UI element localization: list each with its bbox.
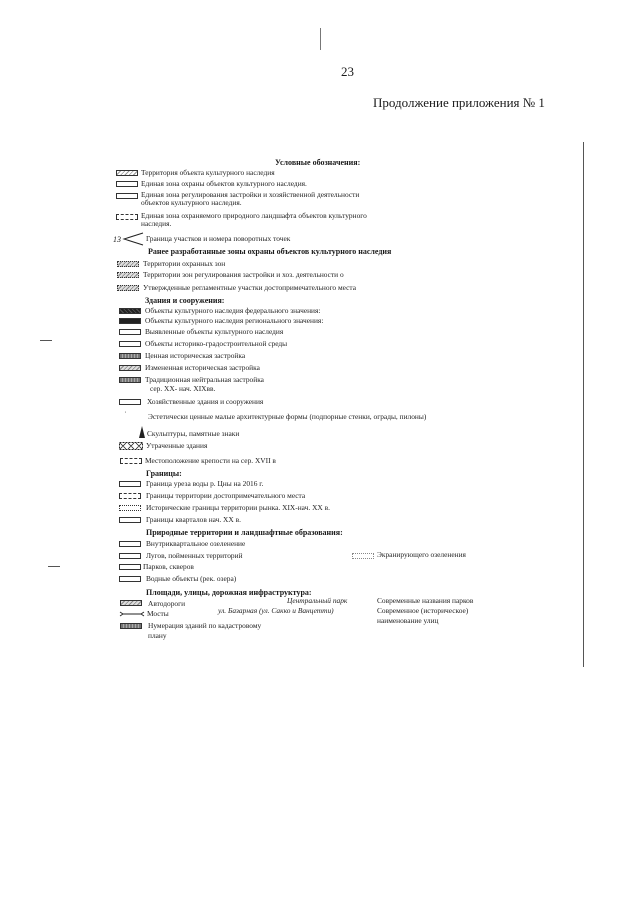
- legend-title: Условные обозначения:: [275, 158, 361, 167]
- section-earlier-zones: Ранее разработанные зоны охраны объектов культурного наследия: [148, 247, 392, 256]
- legend-label: Единая зона регулирования застройки и хозяйственной деятельности объектов культурного наследия.: [141, 190, 360, 207]
- legend-label: Исторические границы территории рынка. XIX-нач. XX в.: [146, 503, 330, 512]
- legend-label: сер. XX- нач. XIXвв.: [150, 384, 216, 393]
- legend-label: Границы кварталов нач. XX в.: [146, 515, 241, 524]
- legend-label: Ценная историческая застройка: [145, 351, 246, 360]
- legend-label: Утвержденные регламентные участки достопримечательного места: [143, 283, 356, 292]
- small-forms-icon: ˙: [124, 410, 127, 419]
- legend-label: Традиционная нейтральная застройка: [145, 375, 264, 384]
- page-number: 23: [341, 64, 354, 79]
- bridge-icon: [119, 610, 145, 618]
- boundary-arrow-icon: [122, 232, 144, 246]
- swatch-parks: [119, 564, 141, 570]
- swatch-market-boundary: [119, 505, 141, 511]
- legend-label: Водные объекты (рек. озера): [146, 574, 237, 583]
- swatch-roads: [120, 600, 142, 606]
- swatch-federal-heritage: [119, 308, 141, 314]
- legend-label: Границы территории достопримечательного места: [146, 491, 306, 500]
- legend-label: Граница уреза воды р. Цны на 2016 г.: [146, 479, 264, 488]
- swatch-meadows: [119, 553, 141, 559]
- legend-label: Территории зон регулирования застройки и хоз. деятельности о: [143, 270, 344, 279]
- note-street-names-cont: наименование улиц: [377, 616, 439, 625]
- swatch-landscape-zone: [116, 214, 138, 220]
- legend-label: Автодороги: [148, 599, 186, 608]
- note-park-names: Современные названия парков: [377, 596, 474, 605]
- swatch-water-bodies: [119, 576, 141, 582]
- section-nature: Природные территории и ландшафтные образования:: [146, 528, 343, 537]
- margin-mark: [48, 566, 60, 567]
- legend-label: Измененная историческая застройка: [145, 363, 260, 372]
- legend-label: плану: [148, 631, 167, 640]
- street-name-example: ул. Базарная (ул. Сакко и Ванцетти): [218, 606, 334, 615]
- swatch-fortress-location: [120, 458, 142, 464]
- swatch-neutral-buildings: [119, 377, 141, 383]
- swatch-altered-buildings: [119, 365, 141, 371]
- section-borders: Границы:: [146, 469, 182, 478]
- legend-label: Парков, скверов: [143, 562, 194, 571]
- swatch-regulation-zones: [117, 272, 139, 278]
- section-streets: Площади, улицы, дорожная инфраструктура:: [146, 588, 312, 597]
- legend-label: Утраченные здания: [146, 441, 208, 450]
- legend-label: Хозяйственные здания и сооружения: [147, 397, 264, 406]
- lost-building-icon: [119, 442, 143, 450]
- legend-label: Территория объекта культурного наследия: [141, 168, 275, 177]
- legend-label: Местоположение крепости на сер. XVII в: [145, 456, 276, 465]
- legend-label: Граница участков и номера поворотных точек: [146, 234, 291, 243]
- section-buildings: Здания и сооружения:: [145, 296, 225, 305]
- point-number: 13: [113, 235, 121, 244]
- sculpture-icon: [139, 426, 145, 438]
- legend-label: Нумерация зданий по кадастровому: [148, 621, 262, 630]
- swatch-regulation-zone: [116, 193, 138, 199]
- swatch-heritage-territory: [116, 170, 138, 176]
- swatch-landmark-boundary: [119, 493, 141, 499]
- legend-label: Объекты историко-градостроительной среды: [145, 339, 288, 348]
- swatch-protection-zone: [116, 181, 138, 187]
- legend-label: Скульптуры, памятные знаки: [147, 429, 240, 438]
- legend-label: Экранирующего озеленения: [377, 550, 466, 559]
- swatch-regional-heritage: [119, 318, 141, 324]
- swatch-historic-environment: [119, 341, 141, 347]
- swatch-block-boundary: [119, 517, 141, 523]
- swatch-screening-greenery: [352, 553, 374, 559]
- swatch-protection-zones: [117, 261, 139, 267]
- swatch-inner-greenery: [119, 541, 141, 547]
- legend-label: Единая зона охраны объектов культурного наследия.: [141, 179, 307, 188]
- frame-line-right: [583, 142, 584, 667]
- legend-label: Выявленные объекты культурного наследия: [145, 327, 284, 336]
- note-street-names: Современное (историческое): [377, 606, 469, 615]
- swatch-valuable-buildings: [119, 353, 141, 359]
- legend-label: Мосты: [147, 609, 169, 618]
- legend-label: Объекты культурного наследия регионального значения:: [145, 316, 324, 325]
- park-name-example: Центральный парк: [287, 596, 348, 605]
- swatch-utility-buildings: [119, 399, 141, 405]
- legend-label: Объекты культурного наследия федерального значения:: [145, 306, 321, 315]
- legend-label: Территории охранных зон: [143, 259, 226, 268]
- appendix-heading: Продолжение приложения № 1: [373, 95, 545, 110]
- legend-label: Лугов, пойменных территорий: [146, 551, 243, 560]
- swatch-building-numbers: [120, 623, 142, 629]
- swatch-identified-heritage: [119, 329, 141, 335]
- legend-label: Внутриквартальное озеленение: [146, 539, 246, 548]
- margin-mark: [40, 340, 52, 341]
- swatch-water-edge: [119, 481, 141, 487]
- legend-label: Единая зона охраняемого природного ландшафта объектов культурного наследия.: [141, 211, 367, 228]
- swatch-approved-sites: [117, 285, 139, 291]
- legend-label: Эстетически ценные малые архитектурные формы (подпорные стенки, ограды, пилоны): [148, 412, 427, 421]
- scan-line-top: [320, 28, 321, 50]
